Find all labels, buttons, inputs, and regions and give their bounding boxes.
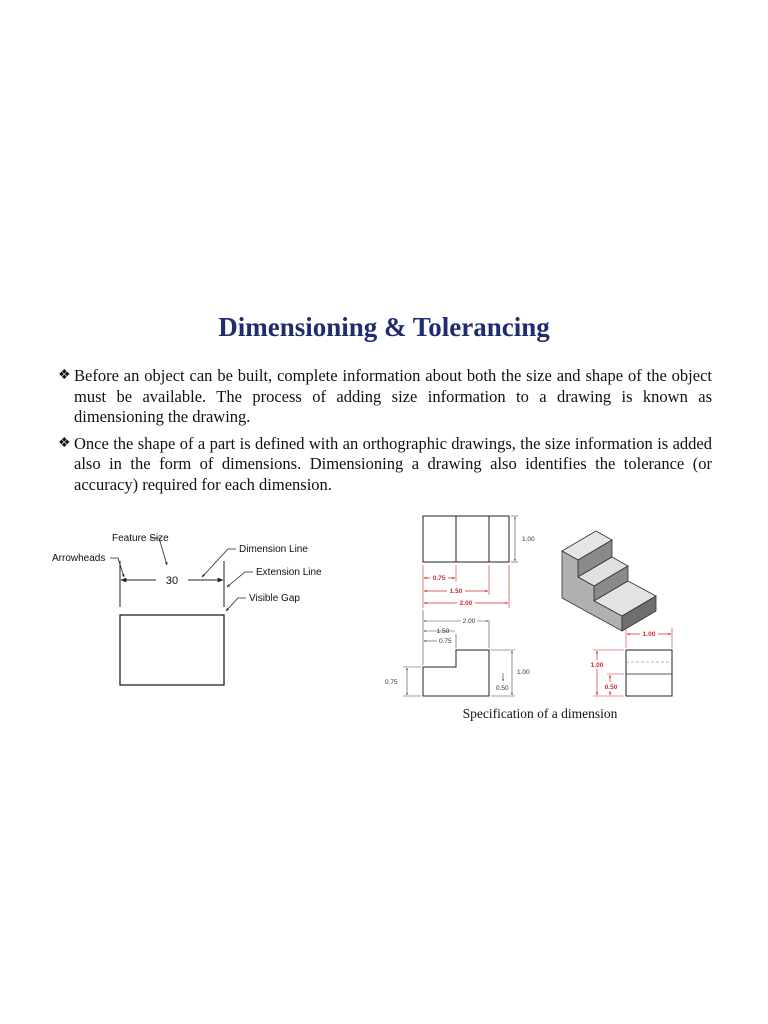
dimension-terminology-diagram — [50, 525, 340, 695]
dim-front-075: 0.75 — [439, 638, 452, 645]
dim-top-200: 2.00 — [459, 600, 473, 607]
leader-extension-line — [227, 572, 253, 587]
label-extension-line: Extension Line — [256, 567, 322, 578]
leader-dimension-line — [202, 549, 236, 577]
dim-side-height: 1.00 — [590, 662, 604, 669]
top-view — [423, 516, 535, 608]
dim-front-200: 2.00 — [462, 618, 476, 625]
dim-front-step: 0.50 — [496, 685, 509, 692]
dim-side-step: 0.50 — [604, 684, 618, 691]
dim-front-left-height: 0.75 — [385, 679, 398, 686]
dim-side-width: 1.00 — [642, 631, 656, 638]
label-feature-size: Feature Size — [112, 533, 169, 544]
bullet-item — [60, 434, 712, 496]
label-arrowheads: Arrowheads — [52, 553, 106, 564]
dim-front-total-height: 1.00 — [517, 669, 530, 676]
bullet-item — [60, 366, 712, 428]
front-view — [385, 610, 530, 696]
page-title: Dimensioning & Tolerancing — [218, 312, 550, 342]
part-outline — [120, 615, 224, 685]
dim-front-150: 1.50 — [436, 628, 450, 635]
side-view-outline — [626, 650, 672, 696]
isometric-view — [562, 531, 656, 631]
orthographic-dimension-diagram — [385, 510, 685, 706]
dim-top-150: 1.50 — [449, 588, 463, 595]
leader-arrowheads — [110, 558, 124, 577]
bullet-text: Before an object can be built, complete information about both the size and shape of the object must be available. The process of adding size information to a drawing is known as dimensioning the drawing. — [74, 366, 712, 426]
leader-visible-gap — [226, 598, 246, 611]
side-view — [588, 628, 672, 696]
top-view-outline — [423, 516, 509, 562]
figure-caption: Specification of a dimension — [462, 706, 618, 721]
bullet-text: Once the shape of a part is defined with an orthographic drawings, the size information is added also in the form of dimensions. Dimensioning a drawing also identifies the tolerance (or accuracy) required for each dimension. — [74, 433, 712, 494]
dim-top-075: 0.75 — [432, 575, 446, 582]
dim-top-height: 1.00 — [522, 536, 535, 543]
bullet-list — [60, 366, 712, 501]
diamond-bullet-icon: ❖ — [58, 368, 71, 383]
dimension-value: 30 — [165, 575, 179, 587]
label-visible-gap: Visible Gap — [249, 593, 300, 604]
diamond-bullet-icon: ❖ — [58, 435, 71, 451]
label-dimension-line: Dimension Line — [239, 544, 308, 555]
